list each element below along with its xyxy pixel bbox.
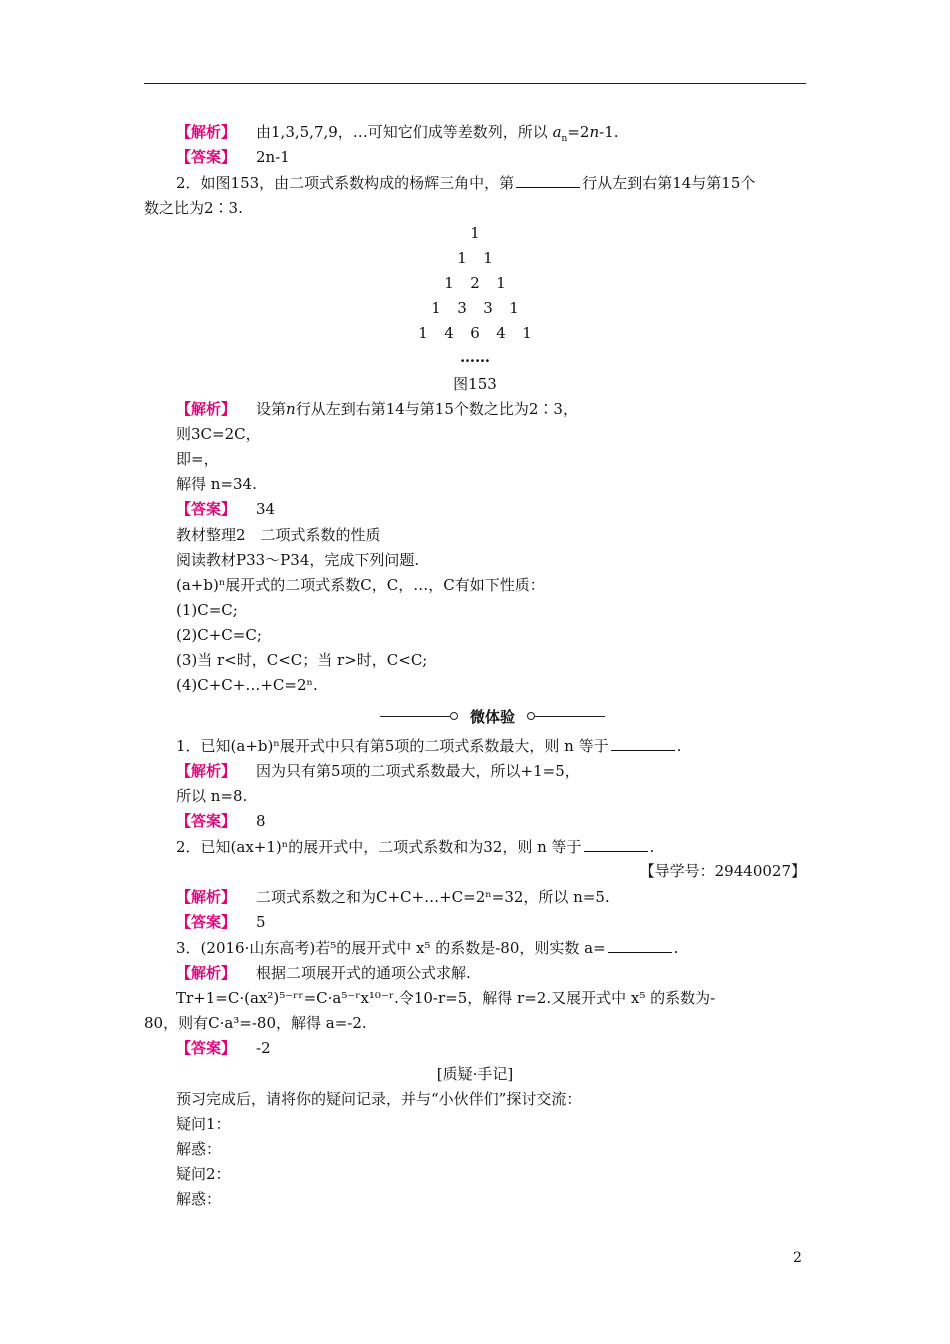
answer-tag: 【答案】 [176, 500, 237, 518]
analysis-3-b: 所以 n=8. [176, 787, 248, 805]
analysis-2-d: 解得 n=34. [176, 475, 257, 493]
rule-right [535, 716, 605, 717]
text: 由1,3,5,7,9，…可知它们成等差数列，所以 [256, 123, 548, 141]
text: 2．已知(ax+1)ⁿ的展开式中，二项式系数和为32，则 n 等于 [176, 838, 582, 856]
analysis-tag: 【解析】 [176, 762, 237, 780]
banner-title: 微体验 [469, 708, 515, 726]
analysis-tag: 【解析】 [176, 888, 237, 906]
sub: n [561, 134, 568, 144]
blank [584, 837, 648, 852]
text: 数之比为2∶3. [144, 199, 243, 217]
answer-2-label: 解惑： [176, 1190, 222, 1208]
text: 因为只有第5项的二项式系数最大，所以+1=5， [256, 762, 580, 780]
property-3: (3)当 r<时，C<C；当 r>时，C<C; [176, 651, 428, 669]
num: 4 [496, 324, 506, 342]
question-1-label: 疑问1： [176, 1115, 231, 1133]
num: 1 [444, 274, 454, 292]
num: 1 [470, 224, 480, 242]
answer-text: 5 [256, 913, 266, 931]
text: 2．如图153，由二项式系数构成的杨辉三角中，第 [176, 174, 515, 192]
answer-text: 2n-1 [256, 148, 290, 166]
analysis-2-c: 即=， [176, 450, 219, 468]
answer-text: 8 [256, 812, 266, 830]
analysis-line-4 [176, 886, 610, 908]
analysis-tag: 【解析】 [176, 400, 237, 418]
answer-line-4 [176, 911, 266, 933]
answer-line-2 [176, 498, 275, 520]
analysis-line-3 [176, 760, 580, 782]
expansion-text: (a+b)ⁿ展开式的二项式系数C，C，…，C有如下性质： [176, 576, 545, 594]
text: -1. [599, 123, 619, 141]
num: 1 [496, 274, 506, 292]
triangle-row-2 [0, 247, 950, 269]
var: a [552, 123, 562, 141]
triangle-ellipsis: …… [460, 348, 490, 366]
answer-text: 34 [256, 500, 276, 518]
text: 1．已知(a+b)ⁿ展开式中只有第5项的二项式系数最大，则 n 等于 [176, 737, 609, 755]
figure-caption: 图153 [453, 375, 497, 393]
var: n [286, 400, 296, 418]
triangle-row-4 [0, 297, 950, 319]
guide-number: 【导学号：29440027】 [639, 862, 806, 880]
dot-icon [527, 712, 535, 720]
question-2 [176, 172, 755, 194]
text: . [676, 737, 682, 755]
blank [611, 736, 675, 751]
question-2-label: 疑问2： [176, 1165, 231, 1183]
exercise-1 [176, 735, 681, 757]
text: 3．(2016·山东高考)若⁵的展开式中 x⁵ 的系数是-80，则实数 a= [176, 939, 606, 957]
num: 1 [431, 299, 441, 317]
answer-line-1 [176, 146, 290, 168]
num: 2 [470, 274, 480, 292]
read-instruction: 阅读教材P33～P34，完成下列问题. [176, 551, 420, 569]
triangle-row-3 [0, 272, 950, 294]
property-4: (4)C+C+…+C=2ⁿ. [176, 676, 318, 694]
analysis-line-2 [176, 398, 578, 420]
num: 1 [483, 249, 493, 267]
top-rule [144, 83, 806, 84]
analysis-5-b: Tr+1=C·(ax²)⁵⁻ʳʳ=C·a⁵⁻ʳx¹⁰⁻ʳ.令10-r=5，解得 r=2.又展开式中 x⁵ 的系数为- [176, 989, 716, 1007]
text: . [673, 939, 679, 957]
property-2: (2)C+C=C; [176, 626, 262, 644]
analysis-tag: 【解析】 [176, 964, 237, 982]
answer-text: -2 [256, 1039, 271, 1057]
property-1: (1)C=C; [176, 601, 238, 619]
analysis-line-5 [176, 962, 471, 984]
page-number: 2 [793, 1250, 802, 1266]
num: 1 [457, 249, 467, 267]
answer-tag: 【答案】 [176, 913, 237, 931]
section-banner [380, 706, 605, 728]
analysis-5-c: 80，则有C·a³=-80，解得 a=-2. [144, 1014, 367, 1032]
notes-heading: [质疑·手记] [436, 1065, 514, 1083]
text: =2 [567, 123, 590, 141]
text: . [649, 838, 655, 856]
material-heading: 教材整理2 二项式系数的性质 [176, 526, 381, 544]
num: 3 [483, 299, 493, 317]
analysis-tag: 【解析】 [176, 123, 237, 141]
blank [608, 938, 672, 953]
text: 设第 [256, 400, 287, 418]
blank [516, 173, 580, 188]
text: 行从左到右第14与第15个 [582, 174, 756, 192]
text: 行从左到右第14与第15个数之比为2∶3， [295, 400, 578, 418]
exercise-2 [176, 836, 654, 858]
num: 1 [418, 324, 428, 342]
var: n [589, 123, 600, 141]
num: 1 [509, 299, 519, 317]
text: 根据二项展开式的通项公式求解. [256, 964, 471, 982]
answer-1-label: 解惑： [176, 1140, 222, 1158]
triangle-row-1 [0, 222, 950, 244]
triangle-row-5 [0, 322, 950, 344]
analysis-2-b: 则3C=2C， [176, 425, 261, 443]
num: 4 [444, 324, 454, 342]
answer-line-5 [176, 1037, 271, 1059]
notes-intro: 预习完成后，请将你的疑问记录，并与“小伙伴们”探讨交流： [176, 1090, 582, 1108]
answer-tag: 【答案】 [176, 1039, 237, 1057]
text: 二项式系数之和为C+C+…+C=2ⁿ=32，所以 n=5. [256, 888, 610, 906]
question-2-cont [144, 197, 243, 219]
answer-line-3 [176, 810, 266, 832]
num: 3 [457, 299, 467, 317]
num: 1 [522, 324, 532, 342]
exercise-3 [176, 937, 678, 959]
answer-tag: 【答案】 [176, 812, 237, 830]
answer-tag: 【答案】 [176, 148, 237, 166]
num: 6 [470, 324, 480, 342]
